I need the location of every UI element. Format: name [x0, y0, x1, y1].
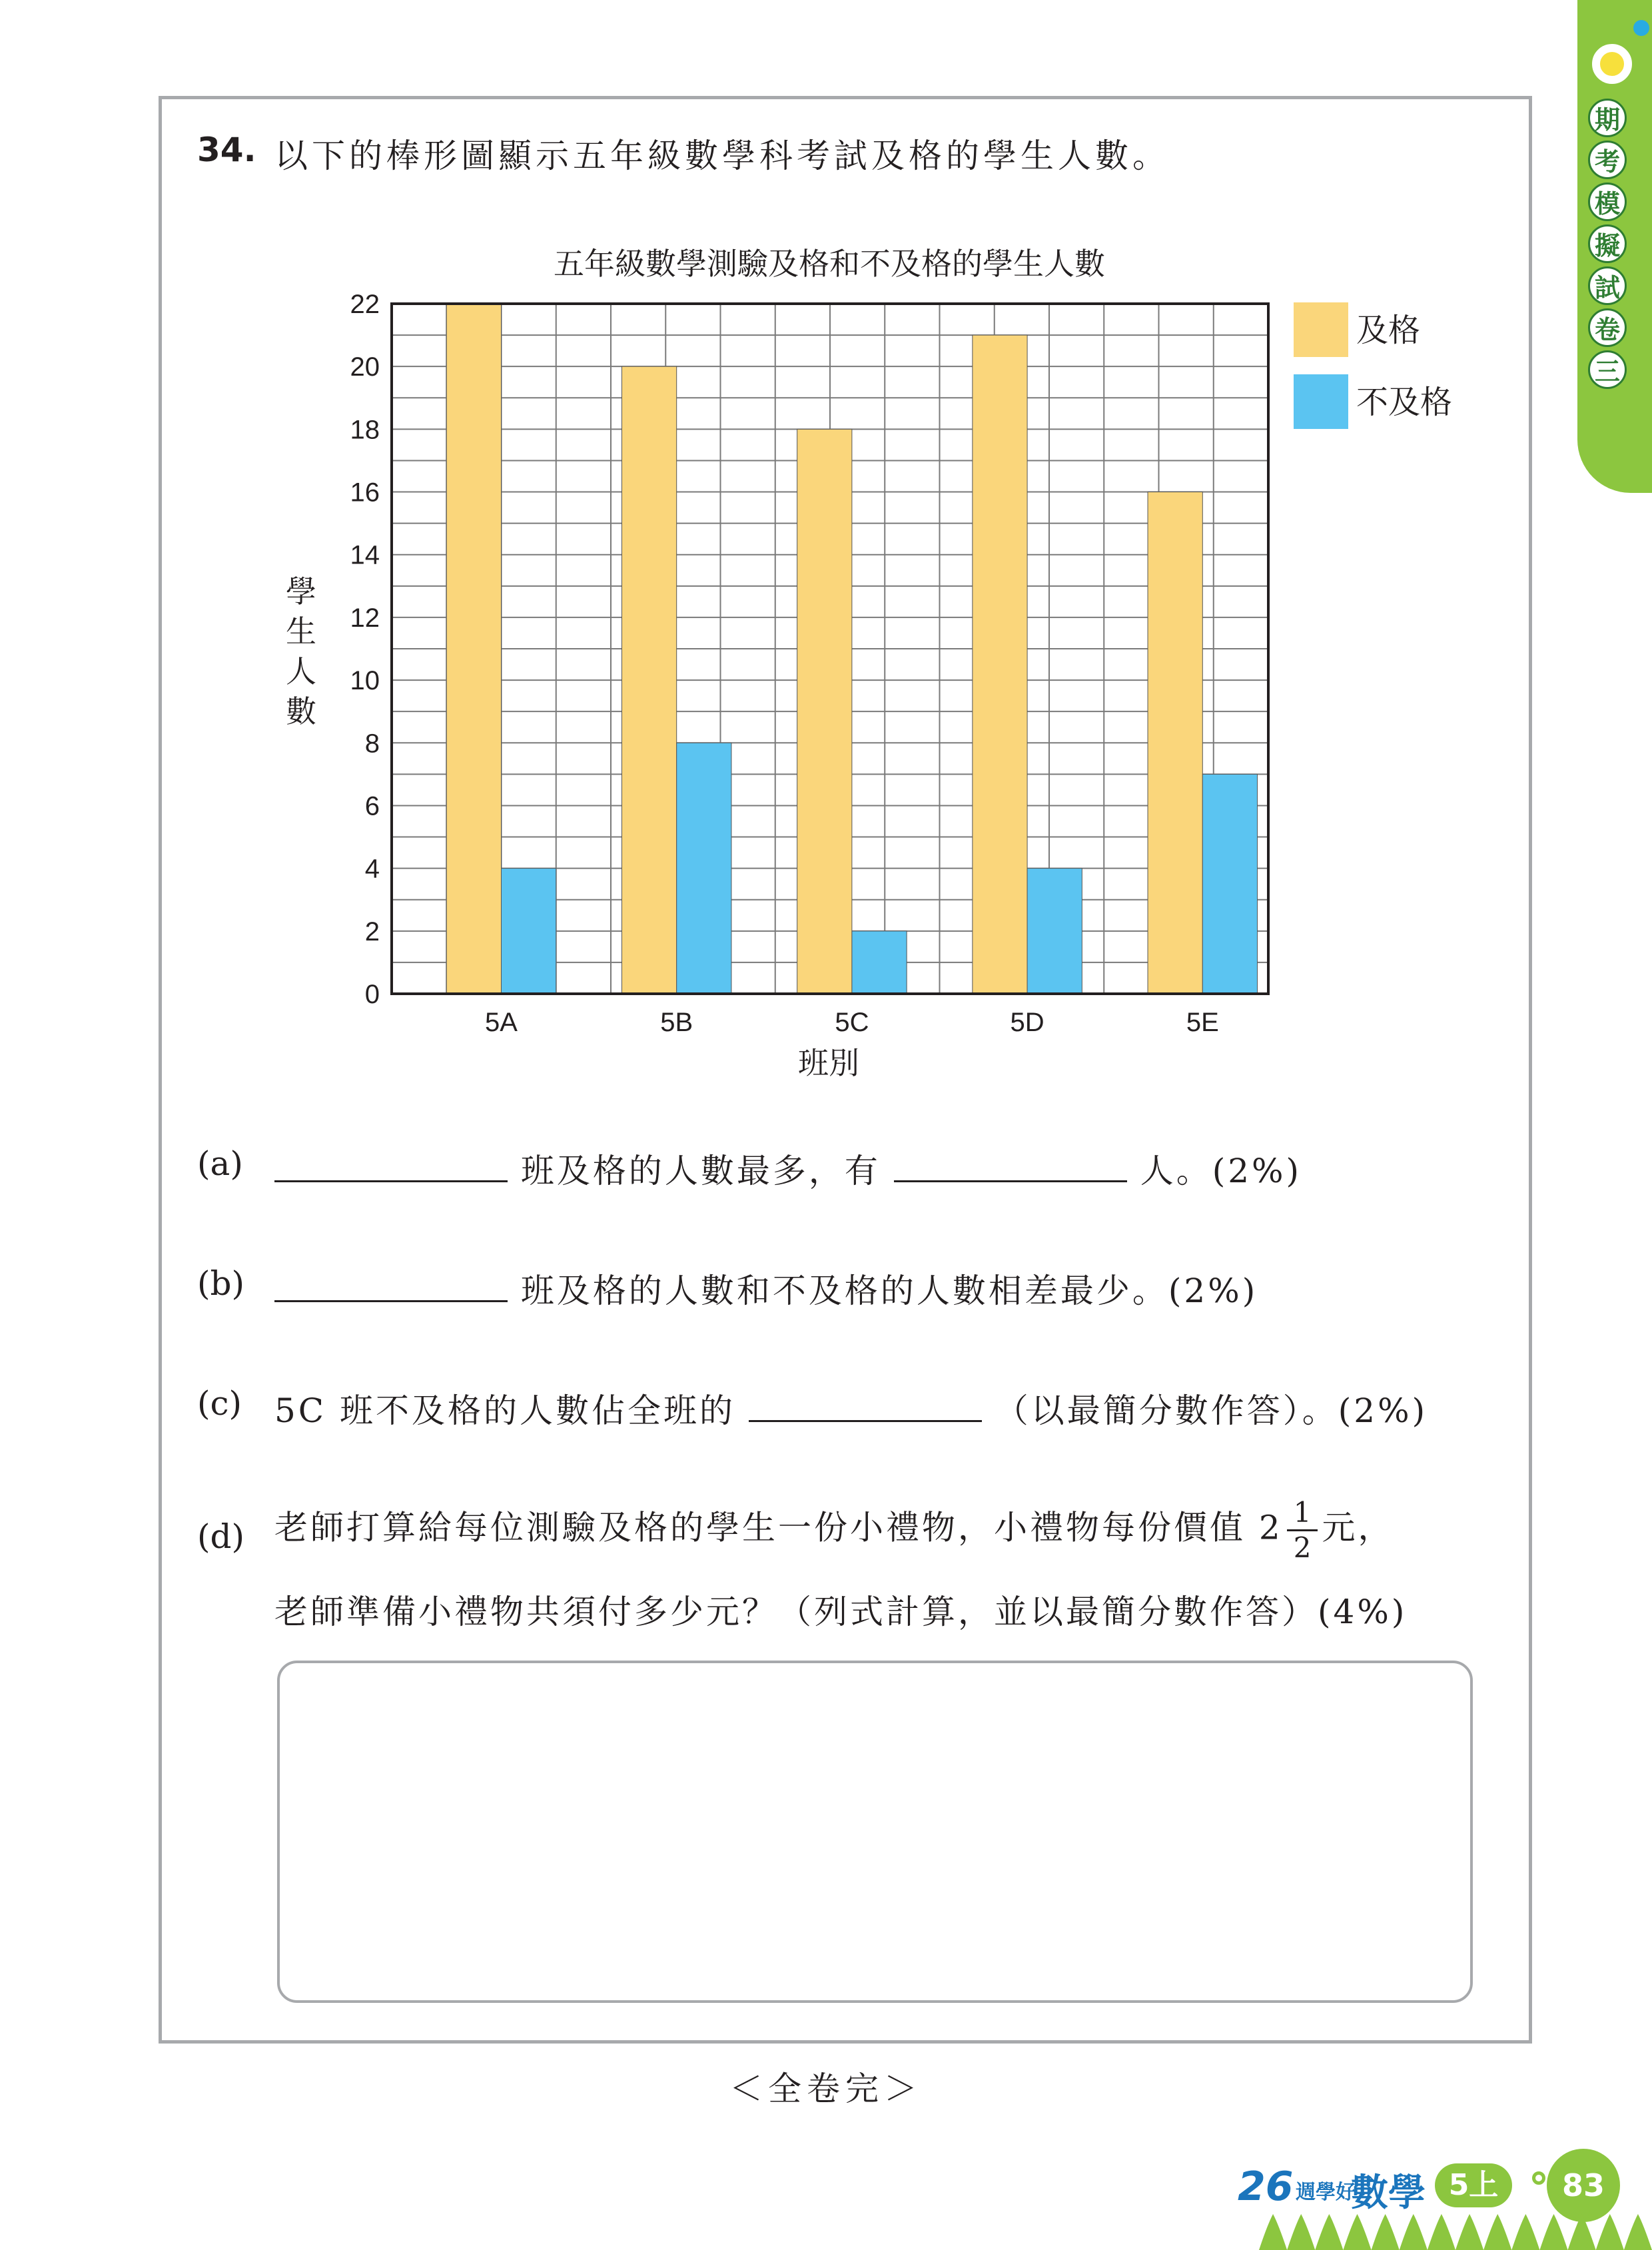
part-d-line2: 老師準備小禮物共須付多少元？（列式計算，並以最簡分數作答）(4%) [274, 1593, 1408, 1631]
side-tab-char: 模 [1588, 183, 1627, 221]
brand-logo-text: 週學好 [1296, 2181, 1356, 2204]
part-c-label: (c) [197, 1384, 242, 1423]
legend-label: 及格 [1356, 313, 1421, 348]
bar-5A-及格 [446, 304, 501, 994]
x-tick-label: 5D [1010, 1008, 1044, 1037]
question-number: 34. [197, 131, 256, 169]
fraction-numerator: 1 [1287, 1496, 1318, 1531]
chart-title: 五年級數學測驗及格和不及格的學生人數 [554, 246, 1105, 281]
grass-decoration-icon [1259, 2211, 1652, 2250]
part-a-label: (a) [197, 1144, 243, 1183]
x-tick-label: 5E [1186, 1008, 1219, 1037]
y-axis-label-char: 人 [286, 654, 316, 689]
part-c-end: （以最簡分數作答）。(2%) [995, 1391, 1428, 1430]
y-tick-label: 12 [350, 603, 380, 633]
end-of-paper-mark: ＜全卷完＞ [729, 2069, 923, 2108]
answer-blank-c[interactable] [749, 1391, 982, 1422]
y-tick-label: 8 [364, 729, 380, 759]
y-axis-label-char: 學 [286, 574, 316, 609]
bar-5B-不及格 [677, 743, 731, 994]
x-tick-label: 5C [835, 1008, 869, 1037]
y-tick-label: 10 [350, 666, 380, 696]
brand-logo-number: 26 [1238, 2163, 1294, 2210]
y-tick-label: 18 [350, 415, 380, 445]
legend-swatch [1294, 374, 1348, 429]
part-b-end: 班及格的人數和不及格的人數相差最少。(2%) [520, 1272, 1258, 1310]
part-d-line1 [274, 1496, 1394, 1565]
bar-5A-不及格 [502, 869, 556, 994]
grade-badge: 5上 [1435, 2163, 1512, 2207]
part-c-text [274, 1384, 1428, 1432]
side-tab-char: 卷 [1588, 308, 1627, 347]
x-tick-labels [485, 1008, 1219, 1037]
y-tick-label: 2 [364, 917, 380, 946]
y-tick-label: 6 [364, 791, 380, 821]
bar-5B-及格 [621, 366, 676, 994]
page-number: 83 [1547, 2149, 1620, 2222]
x-tick-label: 5A [485, 1008, 518, 1037]
brand-subject: 數學 [1351, 2171, 1426, 2215]
part-d-line1-end: 元， [1322, 1508, 1394, 1547]
part-b-label: (b) [197, 1264, 245, 1303]
question-text: 以下的棒形圖顯示五年級數學科考試及格的學生人數。 [274, 137, 1170, 175]
bar-5D-及格 [973, 335, 1027, 994]
answer-blank-b[interactable] [274, 1271, 508, 1302]
y-tick-label: 20 [350, 352, 380, 382]
part-d-label: (d) [197, 1517, 245, 1556]
answer-blank-a2[interactable] [894, 1151, 1127, 1182]
chart-legend [1294, 302, 1452, 429]
y-tick-label: 0 [364, 980, 380, 1009]
fraction-denominator: 2 [1293, 1531, 1312, 1564]
part-a-mid: 班及格的人數最多，有 [520, 1152, 881, 1190]
part-a-end: 人。(2%) [1140, 1152, 1302, 1190]
side-tab-char: 三 [1588, 350, 1627, 389]
legend-label: 不及格 [1356, 385, 1453, 420]
y-tick-label: 14 [350, 540, 380, 570]
bar-5C-及格 [797, 429, 852, 994]
bar-5C-不及格 [852, 931, 907, 994]
y-tick-label: 4 [364, 854, 380, 884]
fraction-one-half [1287, 1496, 1318, 1565]
part-c-start: 5C 班不及格的人數佔全班的 [274, 1391, 735, 1430]
answer-blank-a1[interactable] [274, 1151, 508, 1182]
side-tab-char: 試 [1588, 266, 1627, 305]
bar-5E-及格 [1148, 492, 1202, 994]
x-tick-label: 5B [660, 1008, 693, 1037]
legend-swatch [1294, 302, 1348, 357]
part-a-text [274, 1144, 1302, 1192]
y-tick-label: 16 [350, 478, 380, 508]
y-axis-label [286, 574, 316, 729]
y-tick-label: 22 [350, 290, 380, 319]
bar-5D-不及格 [1027, 869, 1082, 994]
part-d-line1-start: 老師打算給每位測驗及格的學生一份小禮物，小禮物每份價值 2 [274, 1508, 1283, 1547]
y-axis-label-char: 生 [286, 614, 316, 649]
side-tab-char: 期 [1588, 99, 1627, 137]
side-tab-char: 擬 [1588, 224, 1627, 263]
page-dot-icon [1532, 2171, 1545, 2185]
y-axis-label-char: 數 [286, 694, 316, 729]
x-axis-label: 班別 [798, 1046, 859, 1080]
answer-box-d[interactable] [277, 1661, 1473, 2003]
part-b-text [274, 1264, 1258, 1312]
bar-5E-不及格 [1202, 774, 1257, 994]
y-tick-labels [350, 290, 380, 1009]
side-tab-char: 考 [1588, 141, 1627, 179]
